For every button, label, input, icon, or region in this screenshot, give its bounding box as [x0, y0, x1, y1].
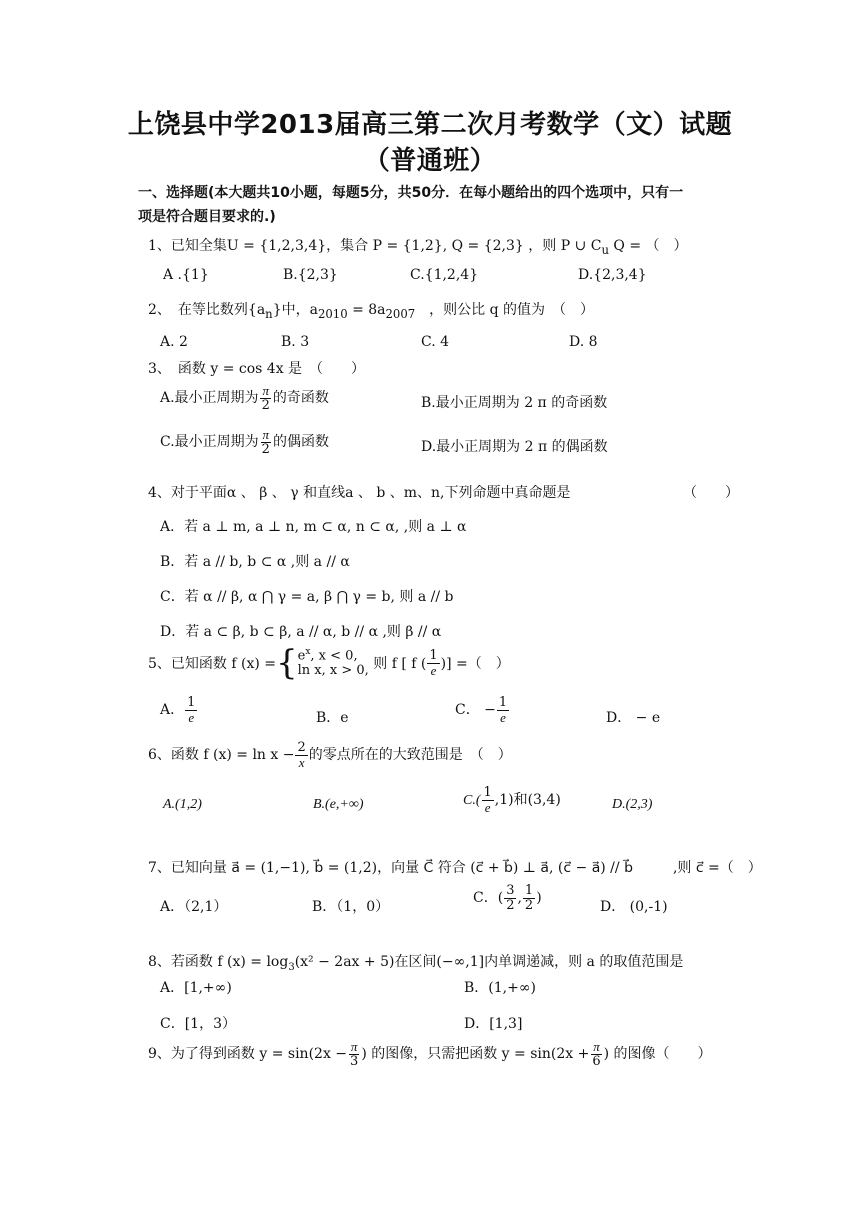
- question-6-option-d: D.(2,3): [612, 797, 653, 812]
- question-5-stem: 5、已知函数 f $(x) =\{e^x$, x < 0, ln x, x > 0, 则 f [ f ( $\frac{1}{e}$ )] =（ ）: [148, 643, 510, 683]
- question-1-option-b: B.{2,3}: [283, 267, 338, 283]
- question-3-option-a: A.最小正周期为 $\frac{\pi}{2}$ 的奇函数: [160, 383, 329, 413]
- question-1-option-a: A .{1}: [163, 267, 209, 283]
- question-5-option-d: D． − e: [606, 710, 661, 726]
- question-7-option-a: A．（2,1）: [160, 899, 228, 915]
- question-2-option-d: D. 8: [569, 334, 598, 350]
- exam-subtitle: （普通班）: [363, 146, 497, 176]
- question-9-stem: 9、为了得到函数 y = sin(2x − $\frac{\pi}{3}$ ) 的图像，只需把函数 y = sin(2x + $\frac{\pi}{6}$ ) 的图像（ ）: [148, 1039, 712, 1069]
- question-7-stem: 7、已知向量 a⃗ = (1,−1), b⃗ = (1,2)，向量 C⃗ 符合 (c⃗ + b⃗) ⊥ a⃗, (c⃗ − a⃗) // b⃗ ,则 c⃗ =（ ）: [148, 860, 762, 876]
- question-1-stem: 1、已知全集U = {1,2,3,4}，集合 P = {1,2}, Q = {2,3} ，则 P ∪ $C_u$ Q = （ ）: [148, 238, 688, 257]
- question-3-stem: 3、 函数 y = cos 4x 是 （ ）: [148, 361, 366, 377]
- question-8-option-a: A．[1,+∞): [160, 980, 232, 996]
- question-4-option-b: B．若 a // b, b ⊂ α ,则 a // α: [160, 554, 350, 570]
- question-2-stem: 2、 在等比数列$\{a_n\}$中，$a_{2010} = 8a_{2007}$ ，则公比 q 的值为 （ ）: [148, 302, 595, 321]
- question-8-option-d: D．[1,3]: [464, 1016, 523, 1032]
- question-3-option-d: D.最小正周期为 2 π 的偶函数: [421, 439, 608, 455]
- question-3-option-c: C.最小正周期为 $\frac{\pi}{2}$ 的偶函数: [160, 427, 329, 457]
- question-2-option-b: B. 3: [281, 334, 310, 350]
- question-6-option-b: B.(e,+∞): [313, 797, 364, 812]
- question-7-option-b: B．（1，0）: [312, 899, 390, 915]
- question-8-stem: 8、若函数 f $(x) = \log_3(x^2 - 2ax + 5)$在区间(−∞,1]内单调递减，则 a 的取值范围是: [148, 954, 684, 973]
- question-7-option-c: C．( $\frac{3}{2}$ , $\frac{1}{2}$ ): [473, 883, 542, 913]
- question-7-option-d: D． (0,-1): [600, 899, 668, 915]
- question-4-option-d: D．若 a ⊂ β, b ⊂ β, a // α, b // α ,则 β // α: [160, 624, 442, 640]
- question-2-option-a: A. 2: [160, 334, 188, 350]
- question-4-option-c: C．若 α // β, α ⋂ γ = a, β ⋂ γ = b, 则 a // b: [160, 589, 454, 605]
- question-4-stem: 4、对于平面α 、 β 、 γ 和直线a 、 b 、m、n,下列命题中真命题是: [148, 485, 571, 501]
- question-6-option-c: C.( $\frac{1}{e}$ ,1)和(3,4): [463, 785, 561, 815]
- question-3-option-b: B.最小正周期为 2 π 的奇函数: [421, 395, 608, 411]
- question-5-option-a: A． $\frac{1}{e}$: [160, 695, 196, 725]
- question-1-option-d: D.{2,3,4}: [578, 267, 647, 283]
- question-2-option-c: C. 4: [421, 334, 450, 350]
- question-4-answer-paren: （ ）: [683, 485, 739, 501]
- section-header-line1: 一、选择题(本大题共10小题，每题5分，共50分．在每小题给出的四个选项中，只有一: [138, 185, 684, 201]
- question-1-option-c: C.{1,2,4}: [410, 267, 479, 283]
- question-5-option-c: C． − $\frac{1}{e}$: [455, 695, 508, 725]
- question-5-option-b: B．e: [316, 710, 349, 726]
- question-8-option-c: C．[1，3）: [160, 1016, 236, 1032]
- exam-title: 上饶县中学2013届高三第二次月考数学（文）试题: [127, 110, 733, 140]
- question-4-option-a: A．若 a ⊥ m, a ⊥ n, m ⊂ α, n ⊂ α, ,则 a ⊥ α: [160, 519, 467, 535]
- question-6-stem: 6、函数 f (x) = ln x − $\frac{2}{x}$ 的零点所在的大致范围是 （ ）: [148, 740, 512, 770]
- section-header-line2: 项是符合题目要求的.): [138, 209, 276, 225]
- question-8-option-b: B．(1,+∞): [464, 980, 536, 996]
- question-6-option-a: A.(1,2): [163, 797, 202, 812]
